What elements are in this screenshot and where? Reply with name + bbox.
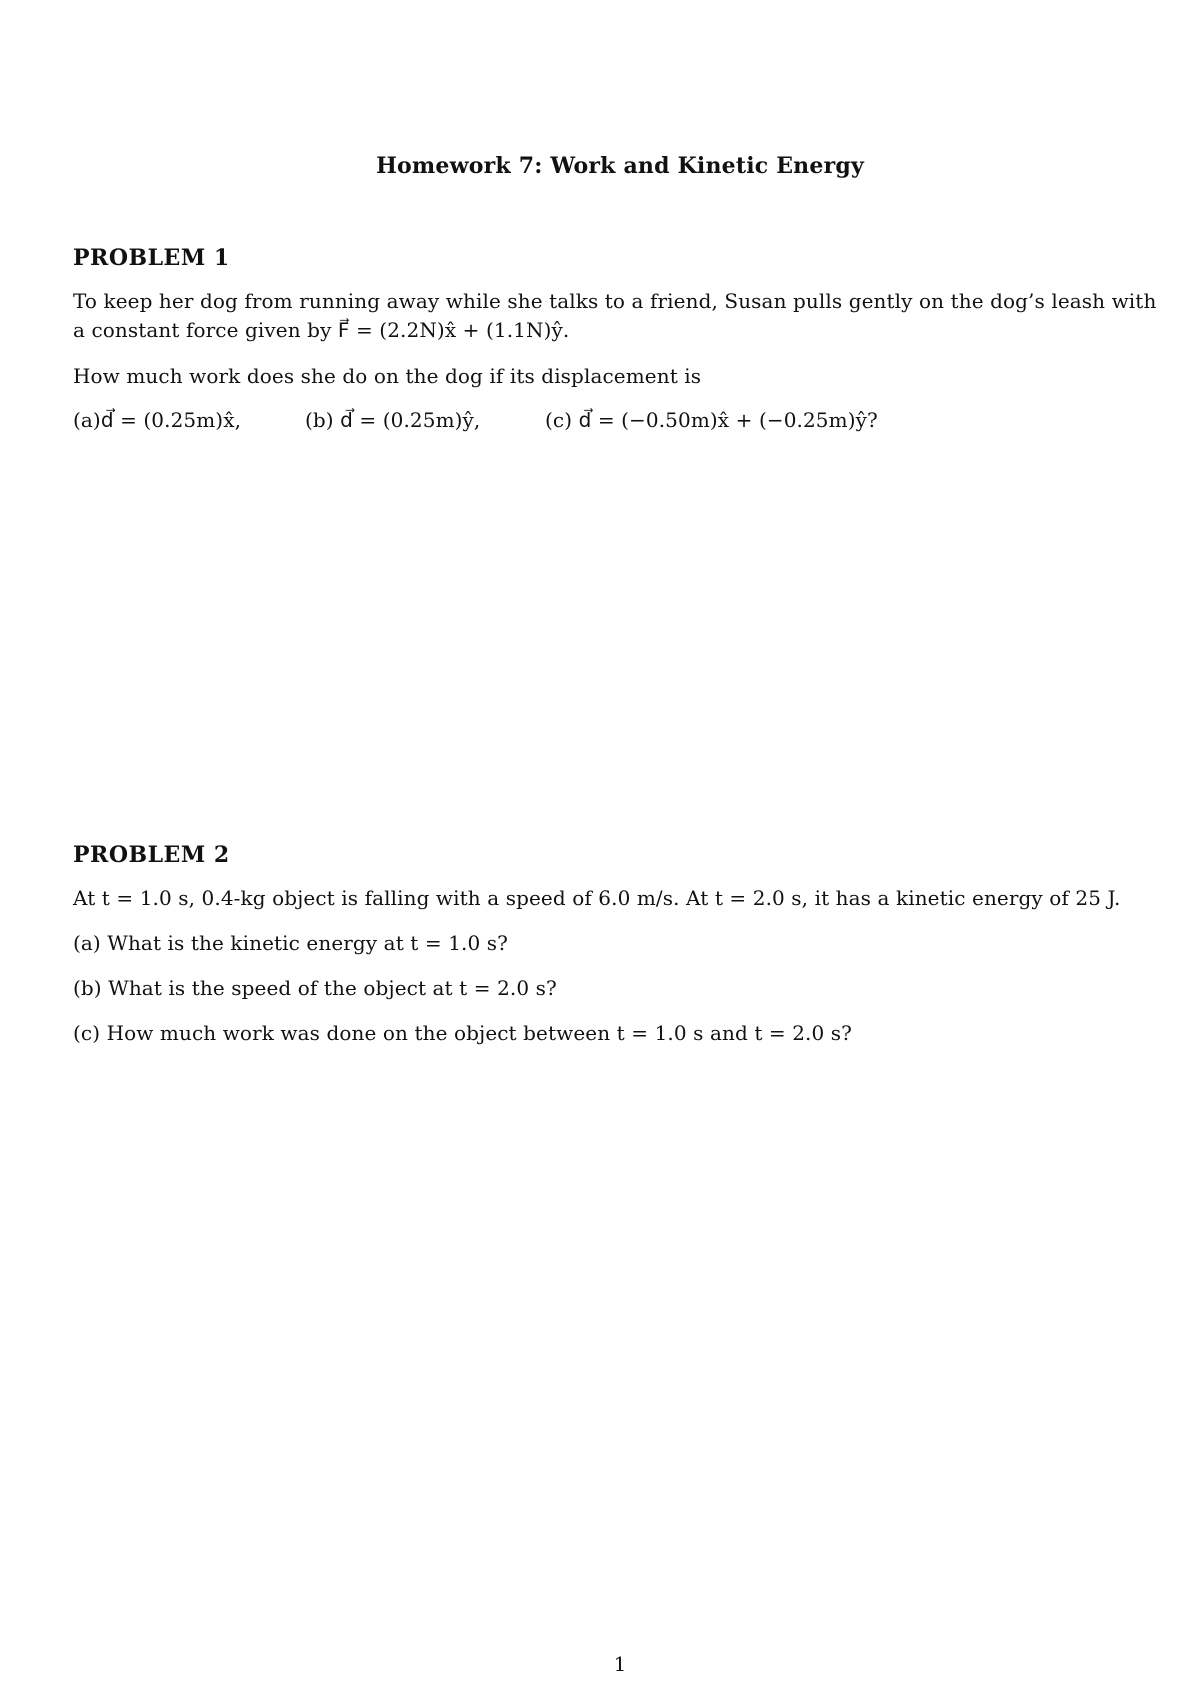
option-a: (a)d⃗ = (0.25m)x̂, — [73, 408, 242, 432]
problem-2-question-c: (c) How much work was done on the object between t = 1.0 s and t = 2.0 s? — [73, 1021, 852, 1045]
problem-2-heading: PROBLEM 2 — [73, 842, 230, 868]
problem-2-statement: At t = 1.0 s, 0.4-kg object is falling with a speed of 6.0 m/s. At t = 2.0 s, it has a kinetic energy of 25 J. — [73, 886, 1121, 910]
page-number: 1 — [613, 1652, 627, 1676]
problem-2-question-a: (a) What is the kinetic energy at t = 1.0 s? — [73, 931, 508, 955]
problem-1-text-line-2: a constant force given by F⃗ = (2.2N)x̂ + (1.1N)ŷ. — [73, 318, 570, 342]
document-title: Homework 7: Work and Kinetic Energy — [376, 153, 864, 179]
problem-1-heading: PROBLEM 1 — [73, 245, 230, 271]
problem-2-question-b: (b) What is the speed of the object at t = 2.0 s? — [73, 976, 557, 1000]
option-b: (b) d⃗ = (0.25m)ŷ, — [305, 408, 481, 432]
problem-1-text-line-1: To keep her dog from running away while she talks to a friend, Susan pulls gently on the dog’s leash with — [73, 289, 1157, 313]
problem-1-question: How much work does she do on the dog if its displacement is — [73, 364, 702, 388]
problem-1-options — [73, 408, 1073, 438]
option-c: (c) d⃗ = (−0.50m)x̂ + (−0.25m)ŷ? — [545, 408, 878, 432]
